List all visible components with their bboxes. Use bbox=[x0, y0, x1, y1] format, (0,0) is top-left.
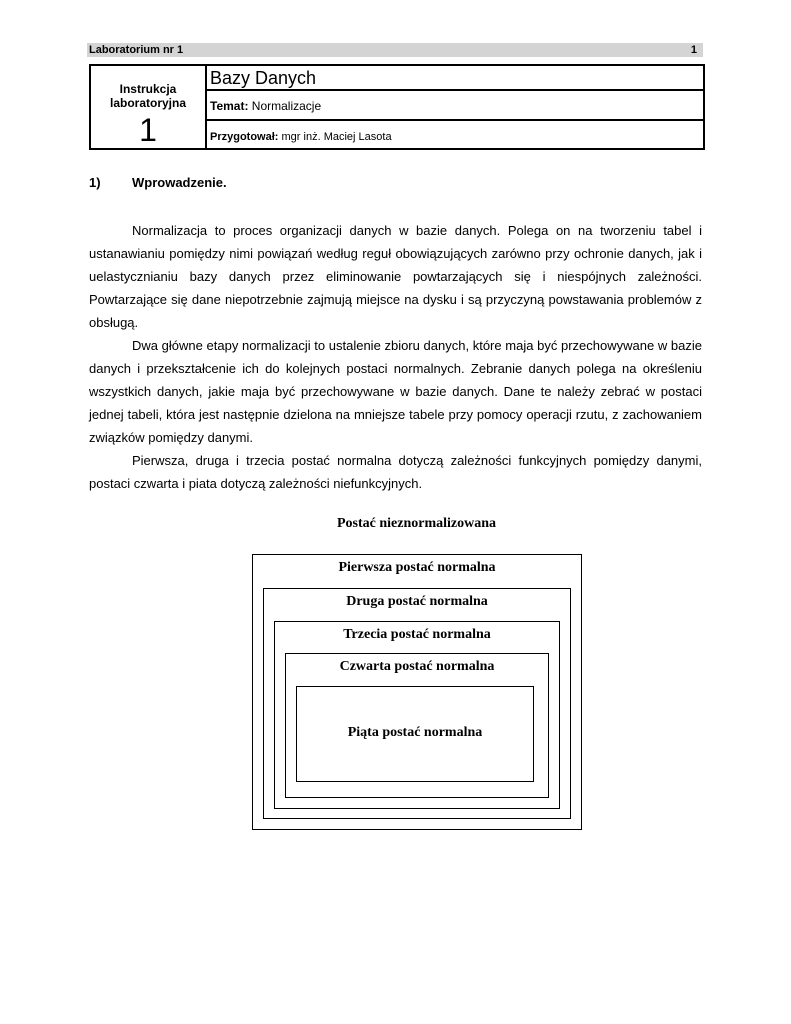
topic-value: Normalizacje bbox=[251, 99, 322, 113]
body-text bbox=[89, 219, 702, 495]
first-normal-form-label: Pierwsza postać normalna bbox=[338, 560, 496, 575]
section-number: 1) bbox=[89, 175, 101, 190]
title-block bbox=[89, 64, 705, 150]
topic-row bbox=[207, 93, 703, 121]
paragraph: Normalizacja to proces organizacji danych w bazie danych. Polega on na tworzeniu tabel i ustanawianiu pomiędzy nimi powiązań według reguł obowiązujących zarówno przy ochronie danych, jak i uelastycznianiu bazy danych przez eliminowanie powtarzających się i niespójnych zależności. Powtarzające się dane niepotrzebnie zajmują miejsce na dysku i są przyczyną powstawania problemów z obsługą. bbox=[89, 223, 702, 330]
author-label: Przygotował: bbox=[210, 131, 279, 143]
instruction-number: 1 bbox=[139, 112, 157, 148]
course-title: Bazy Danych bbox=[207, 66, 703, 91]
paragraph: Pierwsza, druga i trzecia postać normalna dotyczą zależności funkcyjnych pomiędzy danymi, postaci czwarta i piata dotyczą zależności niefunkcyjnych. bbox=[89, 453, 702, 491]
page-number: 1 bbox=[690, 44, 697, 56]
paragraph: Dwa główne etapy normalizacji to ustalenie zbioru danych, które maja być przechowywane w bazie danych i przekształcenie ich do kolejnych postaci normalnych. Zebranie danych polega na określeniu wszystkich danych, jakie maja być przechowywane w bazie danych. Dane te należy zebrać w postaci jednej tabeli, która jest następnie dzielona na mniejsze tabele przy pomocy operacji rzutu, z zachowaniem związków pomiędzy danymi. bbox=[89, 338, 702, 445]
lab-number: Laboratorium nr 1 bbox=[89, 44, 184, 56]
section-title: Wprowadzenie. bbox=[132, 175, 227, 190]
diagram-caption: Postać nieznormalizowana bbox=[336, 516, 497, 531]
third-normal-form-label: Trzecia postać normalna bbox=[343, 627, 491, 642]
topic-label: Temat: bbox=[210, 99, 249, 113]
fourth-normal-form-label: Czwarta postać normalna bbox=[339, 659, 495, 674]
fifth-normal-form-box bbox=[296, 686, 534, 782]
author-value: mgr inż. Maciej Lasota bbox=[281, 131, 392, 143]
instruction-cell bbox=[91, 66, 207, 148]
instruction-label: Instrukcja laboratoryjna bbox=[109, 82, 187, 110]
author-row bbox=[207, 123, 703, 148]
fifth-normal-form-label: Piąta postać normalna bbox=[347, 725, 483, 740]
page-header bbox=[87, 43, 703, 57]
second-normal-form-label: Druga postać normalna bbox=[346, 594, 488, 609]
